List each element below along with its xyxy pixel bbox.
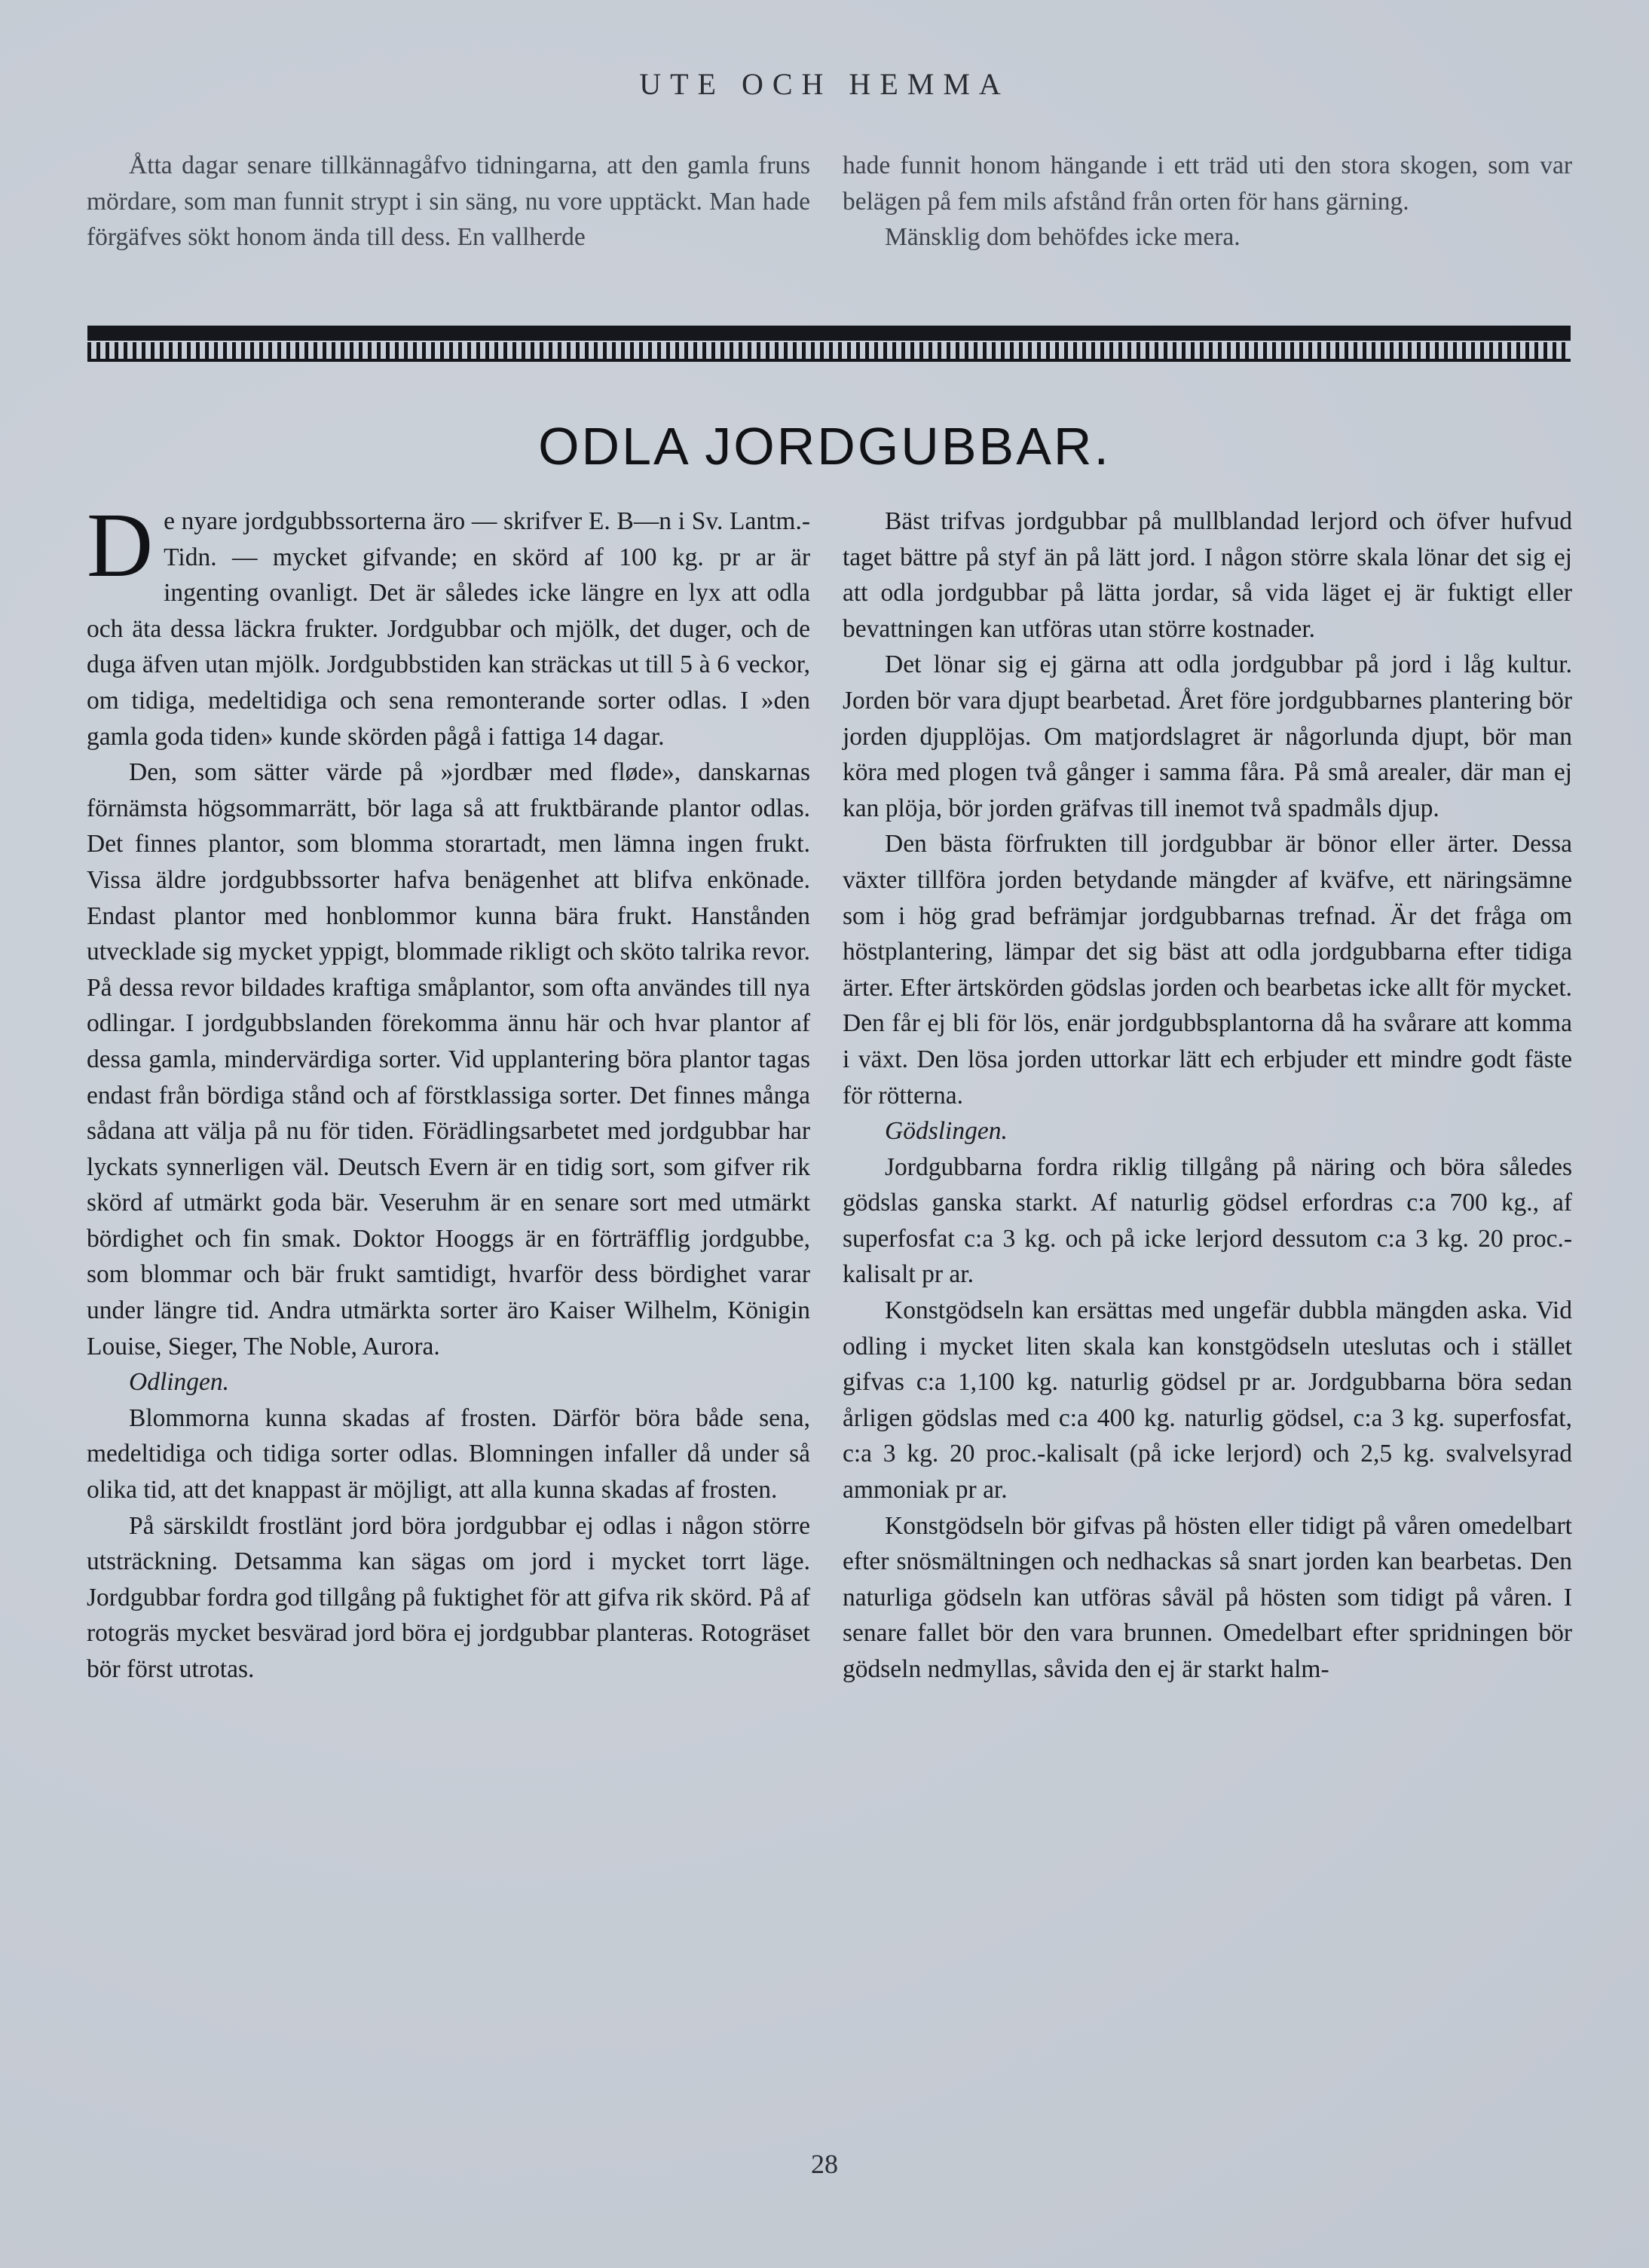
- paragraph: Konstgödseln bör gifvas på hösten eller tidigt på våren omedelbart efter snösmältningen och nedhackas så snart jorden kan bearbetas. Den naturliga gödseln kan utföras såväl på hösten som tidigt på våren. I senare fallet bör den vara brunnen. Omedelbart efter spridningen bör gödseln nedmyllas, såvida den ej är starkt halm-: [843, 1511, 1572, 1683]
- paragraph: Jordgubbarna fordra riklig tillgång på näring och böra således gödslas ganska starkt. Af naturlig gödsel erfordras c:a 700 kg., af superfosfat c:a 3 kg. och på icke lerjord dessutom c:a 3 kg. 20 proc.-kalisalt pr ar.: [843, 1152, 1572, 1289]
- article-right-column: [843, 503, 1572, 1688]
- paragraph: hade funnit honom hängande i ett träd uti den stora skogen, som var belägen på fem mils afstånd från orten för hans gärning.: [843, 152, 1572, 216]
- paragraph: Bäst trifvas jordgubbar på mullblandad lerjord och öfver hufvud taget bättre på styf än på lätt jord. I någon större skala lönar det sig ej att odla jordgubbar på lätta jordar, så vida läget ej är fuktigt eller bevattningen kan utföras utan större kostnader.: [843, 507, 1572, 643]
- paragraph: Det lönar sig ej gärna att odla jordgubbar på jord i låg kultur. Jorden bör vara djupt bearbetad. Året före jordgubbarnes plantering bör jorden djupplöjas. Om matjordslagret är någorlunda djupt, bör man köra med plogen två gånger i samma fåra. På små arealer, där man ej kan plöja, bör jorden gräfvas till inemot två spadmåls djup.: [843, 650, 1572, 822]
- article-title: ODLA JORDGUBBAR.: [538, 417, 1111, 476]
- section-heading: Gödslingen.: [885, 1117, 1008, 1146]
- drop-cap: D: [87, 494, 154, 596]
- paragraph: Konstgödseln kan ersättas med ungefär dubbla mängden aska. Vid odling i mycket liten skala kan konstgödseln uteslutas och i stället gifvas c:a 1,100 kg. naturlig gödsel pr ar. Jordgubbarna böra sedan årligen gödslas med c:a 400 kg. naturlig gödsel, c:a 3 kg. superfosfat, c:a 3 kg. 20 proc.-kalisalt (på icke lerjord) och 2,5 kg. svalvelsyrad ammoniak pr ar.: [843, 1296, 1572, 1504]
- ornamental-divider: [87, 326, 1571, 362]
- paragraph: Den, som sätter värde på »jordbær med fløde», danskarnas förnämsta högsommarrätt, bör laga så att fruktbärande plantor odlas. Det finnes plantor, som blomma storartadt, men lämna ingen frukt. Vissa äldre jordgubbssorter hafva benägenhet att blifva enkönade. Endast plantor med honblommor kunna bära frukt. Hanstånden utvecklade sig mycket yppigt, blommade rikligt och sköto talrika revor. På dessa revor bildades kraftiga småplantor, som ofta användes till nya odlingar. I jordgubbslanden förekomma ännu här och hvar plantor af dessa gamla, mindervärdiga sorter. Vid upplantering böra plantor tagas endast från bördiga stånd och af förstklassiga sorter. Det finnes många sådana att välja på nu för tiden. Förädlingsarbetet med jordgubbar har lyckats synnerligen väl. Deutsch Evern är en tidig sort, som gifver rik skörd af utmärkt goda bär. Veseruhm är en senare sort med utmärkt bördighet och fin smak. Doktor Hooggs är en förträfflig jordgubbe, som blommar och bär frukt samtidigt, hvarför dess bördighet varar under längre tid. Andra utmärkta sorter äro Kaiser Wilhelm, Königin Louise, Sieger, The Noble, Aurora.: [87, 758, 810, 1360]
- previous-article-right-column: [843, 148, 1572, 256]
- divider-bar: [87, 326, 1571, 341]
- paragraph: [87, 494, 810, 754]
- paragraph: På särskildt frostlänt jord böra jordgubbar ej odlas i någon större utsträckning. Detsamma kan sägas om jord i mycket torrt läge. Jordgubbar fordra god tillgång på fuktighet för att gifva rik skörd. På af rotogräs mycket besvärad jord böra ej jordgubbar planteras. Rotogräset bör först utrotas.: [87, 1511, 810, 1683]
- paragraph-text: e nyare jordgubbssorterna äro — skrifver E. B—n i Sv. Lantm.-Tidn. — mycket gifvande; en skörd af 100 kg. pr ar är ingenting ovanligt. Det är således icke längre en lyx att odla och äta dessa läckra frukter. Jordgubbar och mjölk, det duger, och de duga äfven utan mjölk. Jordgubbstiden kan sträckas ut till 5 à 6 veckor, om tidiga, medeltidiga och sena remonterande sorter odlas. I »den gamla goda tiden» kunde skörden pågå i fattiga 14 dagar.: [87, 507, 810, 751]
- paragraph: Blommorna kunna skadas af frosten. Därför böra både sena, medeltidiga och tidiga sorter odlas. Blomningen infaller då under så olika tid, att det knappast är möjligt, att alla kunna skadas af frosten.: [87, 1403, 810, 1504]
- running-head: UTE OCH HEMMA: [639, 67, 1010, 101]
- paragraph: Åtta dagar senare tillkännagåfvo tidningarna, att den gamla fruns mördare, som man funnit strypt i sin säng, nu vore upptäckt. Man hade förgäfves sökt honom ända till dess. En vallherde: [87, 152, 810, 252]
- page-number: 28: [811, 2149, 838, 2179]
- paragraph: Mänsklig dom behöfdes icke mera.: [885, 223, 1241, 252]
- greek-key-border: [87, 342, 1571, 362]
- article-left-column: [87, 494, 810, 1688]
- section-heading: Odlingen.: [129, 1368, 230, 1397]
- paragraph: Den bästa förfrukten till jordgubbar är bönor eller ärter. Dessa växter tillföra jorden betydande mängder af kväfve, ett näringsämne som i hög grad befrämjar jordgubbarnas trefnad. Är det fråga om höstplantering, lämpar det sig bäst att odla jordgubbarna efter tidiga ärter. Efter ärtskörden gödslas jorden och bearbetas icke allt för mycket. Den får ej bli för lös, enär jordgubbsplantorna då ha svårare att komma i växt. Den lösa jorden uttorkar lätt ech erbjuder ett mindre godt fäste för rötterna.: [843, 830, 1572, 1110]
- previous-article-left-column: [87, 148, 810, 256]
